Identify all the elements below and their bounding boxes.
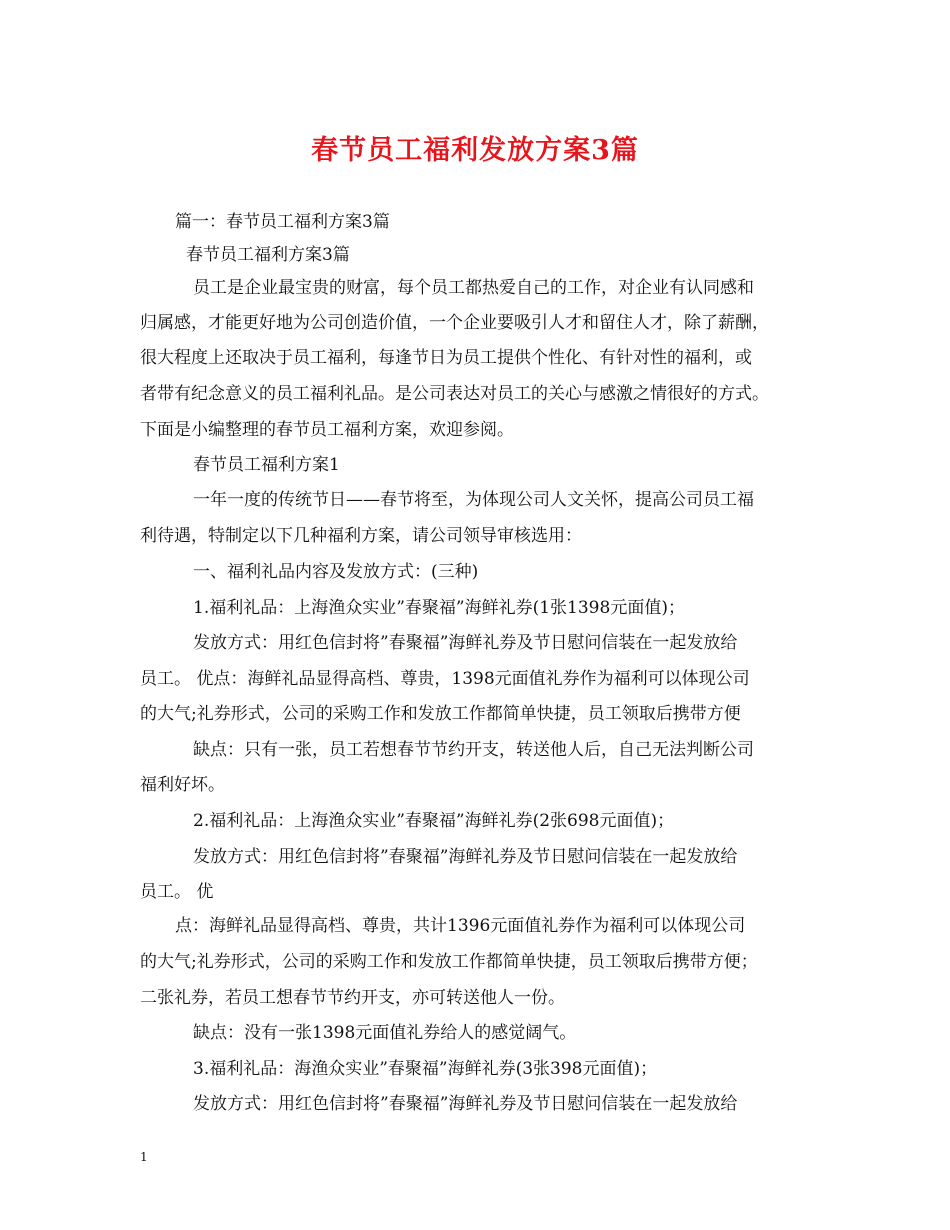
paragraph-line: 员工是企业最宝贵的财富，每个员工都热爱自己的工作，对企业有认同感和 xyxy=(193,278,754,298)
paragraph-line: 缺点：只有一张，员工若想春节节约开支，转送他人后，自己无法判断公司 xyxy=(193,740,754,760)
paragraph-line: 点：海鲜礼品显得高档、尊贵，共计1396元面值礼券作为福利可以体现公司 xyxy=(175,916,746,936)
paragraph-line: 的大气;礼券形式，公司的采购工作和发放工作都简单快捷，员工领取后携带方便 xyxy=(140,704,741,724)
paragraph-line: 发放方式：用红色信封将”春聚福”海鲜礼券及节日慰问信装在一起发放给 xyxy=(193,1094,738,1114)
paragraph-line: 一年一度的传统节日——春节将至，为体现公司人文关怀，提高公司员工福 xyxy=(193,490,754,510)
paragraph-line: 缺点：没有一张1398元面值礼券给人的感觉阔气。 xyxy=(193,1023,577,1043)
paragraph-line: 员工。 优点：海鲜礼品显得高档、尊贵，1398元面值礼券作为福利可以体现公司 xyxy=(140,669,750,689)
paragraph-line: 3.福利礼品：海渔众实业”春聚福”海鲜礼券(3张398元面值)； xyxy=(193,1059,658,1079)
paragraph-line: 归属感，才能更好地为公司创造价值，一个企业要吸引人才和留住人才，除了薪酬， xyxy=(140,313,769,333)
paragraph-line: 利待遇，特制定以下几种福利方案，请公司领导审核选用： xyxy=(140,526,582,546)
paragraph-line: 1.福利礼品：上海渔众实业”春聚福”海鲜礼券(1张1398元面值)； xyxy=(193,598,685,618)
page-number: 1 xyxy=(140,1150,148,1164)
paragraph-line: 员工。 优 xyxy=(140,882,214,902)
document-title: 春节员工福利发放方案3篇 xyxy=(311,135,639,166)
paragraph-line: 发放方式：用红色信封将”春聚福”海鲜礼券及节日慰问信装在一起发放给 xyxy=(193,633,738,653)
paragraph-line: 很大程度上还取决于员工福利，每逢节日为员工提供个性化、有针对性的福利，或 xyxy=(140,348,752,368)
section-heading: 篇一：春节员工福利方案3篇 xyxy=(175,212,390,232)
paragraph-line: 一、福利礼品内容及发放方式：(三种) xyxy=(193,562,479,582)
paragraph-line: 福利好坏。 xyxy=(140,775,225,795)
paragraph-line: 者带有纪念意义的员工福利礼品。是公司表达对员工的关心与感激之情很好的方式。 xyxy=(140,384,769,404)
paragraph-line: 的大气;礼券形式，公司的采购工作和发放工作都简单快捷，员工领取后携带方便； xyxy=(140,952,758,972)
paragraph-line: 下面是小编整理的春节员工福利方案，欢迎参阅。 xyxy=(140,420,514,440)
subsection-heading: 春节员工福利方案3篇 xyxy=(186,245,350,265)
paragraph-line: 发放方式：用红色信封将”春聚福”海鲜礼券及节日慰问信装在一起发放给 xyxy=(193,847,738,867)
subsection-heading: 春节员工福利方案1 xyxy=(193,455,340,475)
paragraph-line: 二张礼券，若员工想春节节约开支，亦可转送他人一份。 xyxy=(140,988,565,1008)
paragraph-line: 2.福利礼品：上海渔众实业”春聚福”海鲜礼券(2张698元面值)； xyxy=(193,811,675,831)
